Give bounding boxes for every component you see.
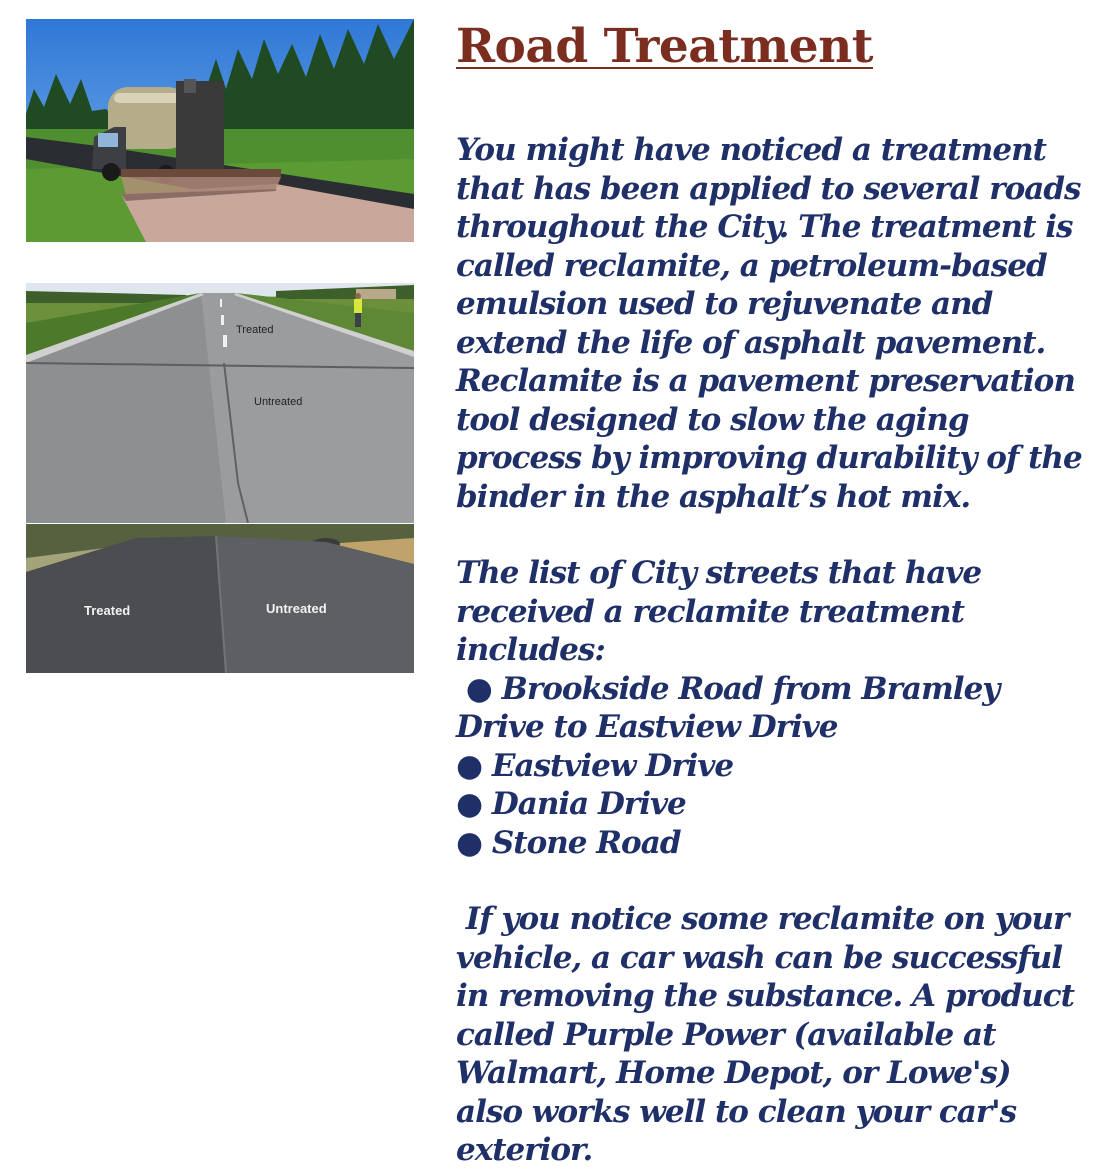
list-item: ● Dania Drive — [456, 786, 686, 822]
bullet-icon: ● — [456, 747, 483, 784]
paragraph-intro: You might have noticed a treatment that has been applied to several roads throughout the City. The treatment is called reclamite, a petroleum-based emulsion used to rejuvenate and extend the life of asphalt pavement. Reclamite is a pavement preservation tool designed to slow the aging process by improving durability of the binder in the asphalt’s hot mix. — [456, 132, 1082, 515]
bullet-icon: ● — [456, 786, 483, 822]
bullet-icon: ● — [456, 824, 483, 861]
list-item: ● Brookside Road from Bramley Drive to Eastview Drive — [456, 670, 1000, 745]
bullet-icon: ● — [465, 670, 492, 707]
paragraph-streets-intro: The list of City streets that have received a reclamite treatment includes: — [456, 555, 982, 668]
street-list — [456, 670, 1086, 863]
road-label-treated: Treated — [236, 324, 274, 336]
list-item: ● Stone Road — [456, 824, 681, 861]
road2-label-untreated: Untreated — [266, 601, 327, 616]
paragraph-cleaning-tips: If you notice some reclamite on your vehicle, a car wash can be successful in removing the substance. A product called Purple Power (available at Walmart, Home Depot, or Lowe's) also works well to clean your car's exterior. — [456, 901, 1074, 1168]
photo-treatment-truck — [26, 19, 414, 242]
article-body — [456, 131, 1086, 1170]
page-title: Road Treatment — [456, 19, 873, 74]
article — [456, 18, 1086, 1170]
photo-treated-untreated-road — [26, 283, 414, 523]
photo-treated-untreated-road-2 — [26, 524, 414, 673]
list-item: ● Eastview Drive — [456, 747, 734, 784]
road-label-untreated: Untreated — [254, 396, 303, 408]
road2-label-treated: Treated — [84, 603, 131, 618]
